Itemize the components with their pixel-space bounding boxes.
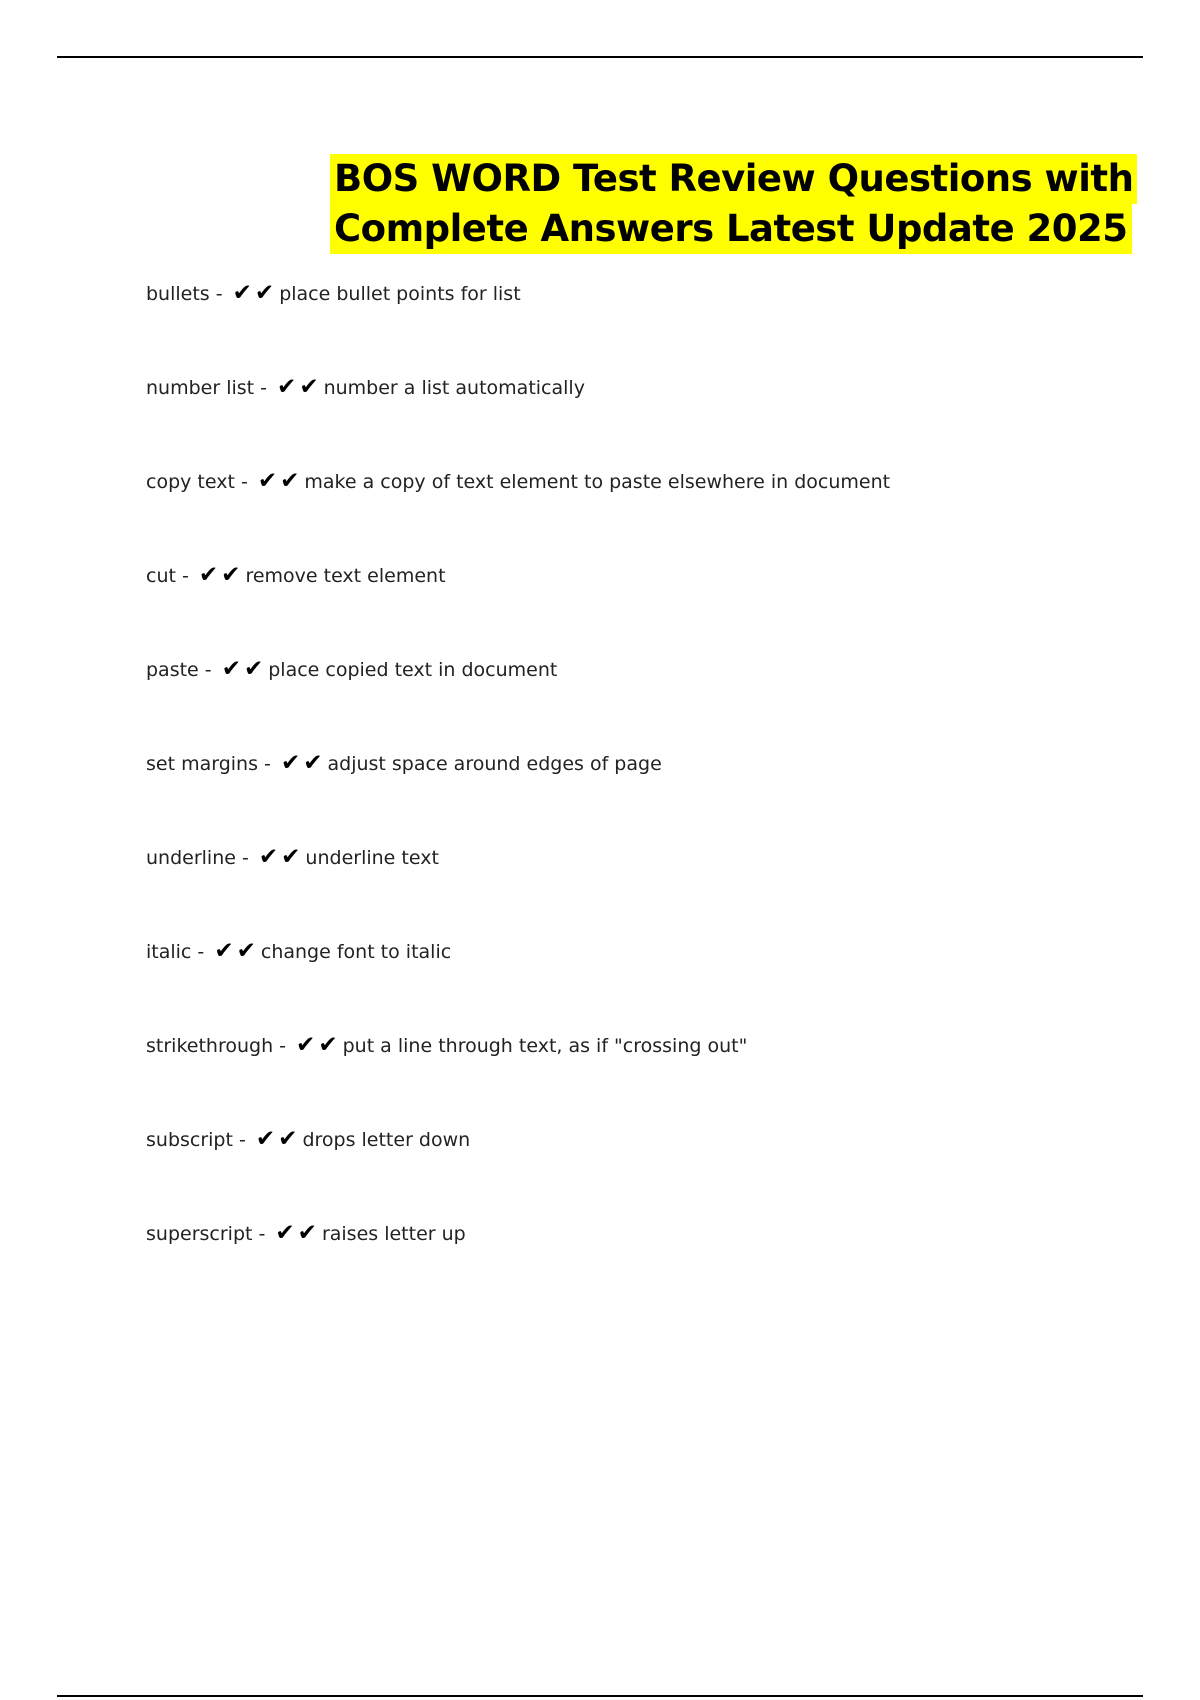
qa-term: copy text [146, 471, 235, 493]
qa-definition: place bullet points for list [279, 283, 521, 305]
qa-definition: number a list automatically [323, 377, 585, 399]
qa-item [146, 750, 1146, 844]
qa-definition: remove text element [245, 565, 446, 587]
qa-item [146, 844, 1146, 938]
title-line-1: BOS WORD Test Review Questions with [330, 154, 1137, 204]
qa-item [146, 1126, 1146, 1220]
qa-definition: adjust space around edges of page [327, 753, 662, 775]
qa-definition: put a line through text, as if "crossing out" [342, 1035, 748, 1057]
double-check-icon: ✔✔ [275, 1220, 320, 1246]
qa-item [146, 1220, 1146, 1314]
qa-term: subscript [146, 1129, 233, 1151]
qa-separator: - [273, 1035, 293, 1057]
qa-separator: - [175, 565, 195, 587]
qa-separator: - [252, 1223, 272, 1245]
qa-item [146, 656, 1146, 750]
qa-definition: change font to italic [260, 941, 452, 963]
qa-item [146, 280, 1146, 374]
double-check-icon: ✔✔ [232, 280, 278, 306]
bottom-rule [57, 1695, 1143, 1697]
qa-item [146, 374, 1146, 468]
qa-separator: - [209, 283, 229, 305]
qa-term: cut [146, 565, 176, 587]
qa-item [146, 562, 1146, 656]
qa-term: italic [146, 941, 192, 963]
double-check-icon: ✔✔ [198, 562, 244, 588]
double-check-icon: ✔✔ [221, 656, 267, 682]
qa-item [146, 938, 1146, 1032]
qa-item [146, 468, 1146, 562]
qa-separator: - [235, 847, 255, 869]
qa-term: bullets [146, 283, 210, 305]
double-check-icon: ✔✔ [214, 938, 259, 964]
qa-term: underline [146, 847, 236, 869]
double-check-icon: ✔✔ [258, 844, 304, 870]
qa-term: number list [146, 377, 255, 399]
qa-term: superscript [146, 1223, 253, 1245]
document-title [330, 154, 1134, 254]
qa-separator: - [191, 941, 211, 963]
qa-term: set margins [146, 753, 258, 775]
qa-separator: - [254, 377, 274, 399]
double-check-icon: ✔✔ [257, 468, 303, 494]
title-line-2: Complete Answers Latest Update 2025 [330, 204, 1132, 254]
qa-definition: drops letter down [302, 1129, 471, 1151]
qa-term: strikethrough [146, 1035, 274, 1057]
qa-separator: - [234, 471, 254, 493]
qa-definition: raises letter up [321, 1223, 466, 1245]
qa-separator: - [232, 1129, 252, 1151]
double-check-icon: ✔✔ [277, 374, 322, 400]
double-check-icon: ✔✔ [280, 750, 326, 776]
qa-definition: make a copy of text element to paste elsewhere in document [304, 471, 891, 493]
qa-separator: - [258, 753, 277, 775]
qa-item [146, 1032, 1146, 1126]
top-rule [57, 56, 1143, 58]
qa-definition: place copied text in document [268, 659, 558, 681]
double-check-icon: ✔✔ [296, 1032, 341, 1058]
double-check-icon: ✔✔ [255, 1126, 301, 1152]
qa-definition: underline text [305, 847, 439, 869]
qa-term: paste [146, 659, 199, 681]
qa-list [146, 280, 1146, 1314]
qa-separator: - [198, 659, 218, 681]
